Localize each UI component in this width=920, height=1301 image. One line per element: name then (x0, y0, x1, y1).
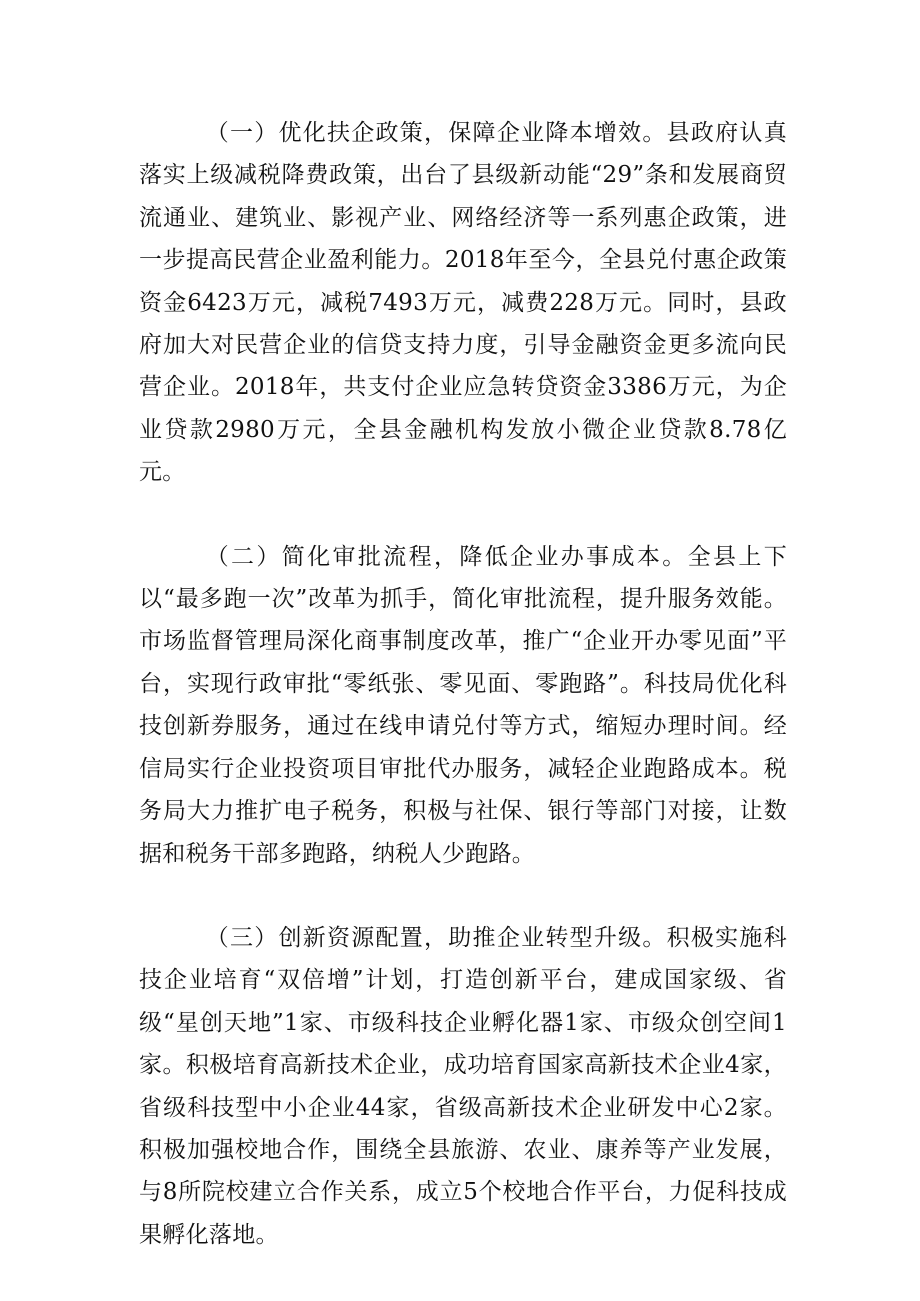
document-body (139, 112, 787, 1256)
paragraph-policy-support: （一）优化扶企政策，保障企业降本增效。县政府认真落实上级减税降费政策，出台了县级新动能“29”条和发展商贸流通业、建筑业、影视产业、网络经济等一系列惠企政策，进一步提高民营企业盈利能力。2018年至今，全县兑付惠企政策资金6423万元，减税7493万元，减费228万元。同时，县政府加大对民营企业的信贷支持力度，引导金融资金更多流向民营企业。2018年，共支付企业应急转贷资金3386万元，为企业贷款2980万元，全县金融机构发放小微企业贷款8.78亿元。 (139, 120, 787, 486)
paragraph-resource-allocation: （三）创新资源配置，助推企业转型升级。积极实施科技企业培育“双倍增”计划，打造创新平台，建成国家级、省级“星创天地”1家、市级科技企业孵化器1家、市级众创空间1家。积极培育高新技术企业，成功培育国家高新技术企业4家，省级科技型中小企业44家，省级高新技术企业研发中心2家。积极加强校地合作，围绕全县旅游、农业、康养等产业发展，与8所院校建立合作关系，成立5个校地合作平台，力促科技成果孵化落地。 (139, 924, 787, 1248)
paragraph-approval-simplification: （二）简化审批流程，降低企业办事成本。全县上下以“最多跑一次”改革为抓手，简化审批流程，提升服务效能。市场监督管理局深化商事制度改革，推广“企业开办零见面”平台，实现行政审批“零纸张、零见面、零跑路”。科技局优化科技创新券服务，通过在线申请兑付等方式，缩短办理时间。经信局实行企业投资项目审批代办服务，减轻企业跑路成本。税务局大力推扩电子税务，积极与社保、银行等部门对接，让数据和税务干部多跑路，纳税人少跑路。 (139, 543, 787, 867)
